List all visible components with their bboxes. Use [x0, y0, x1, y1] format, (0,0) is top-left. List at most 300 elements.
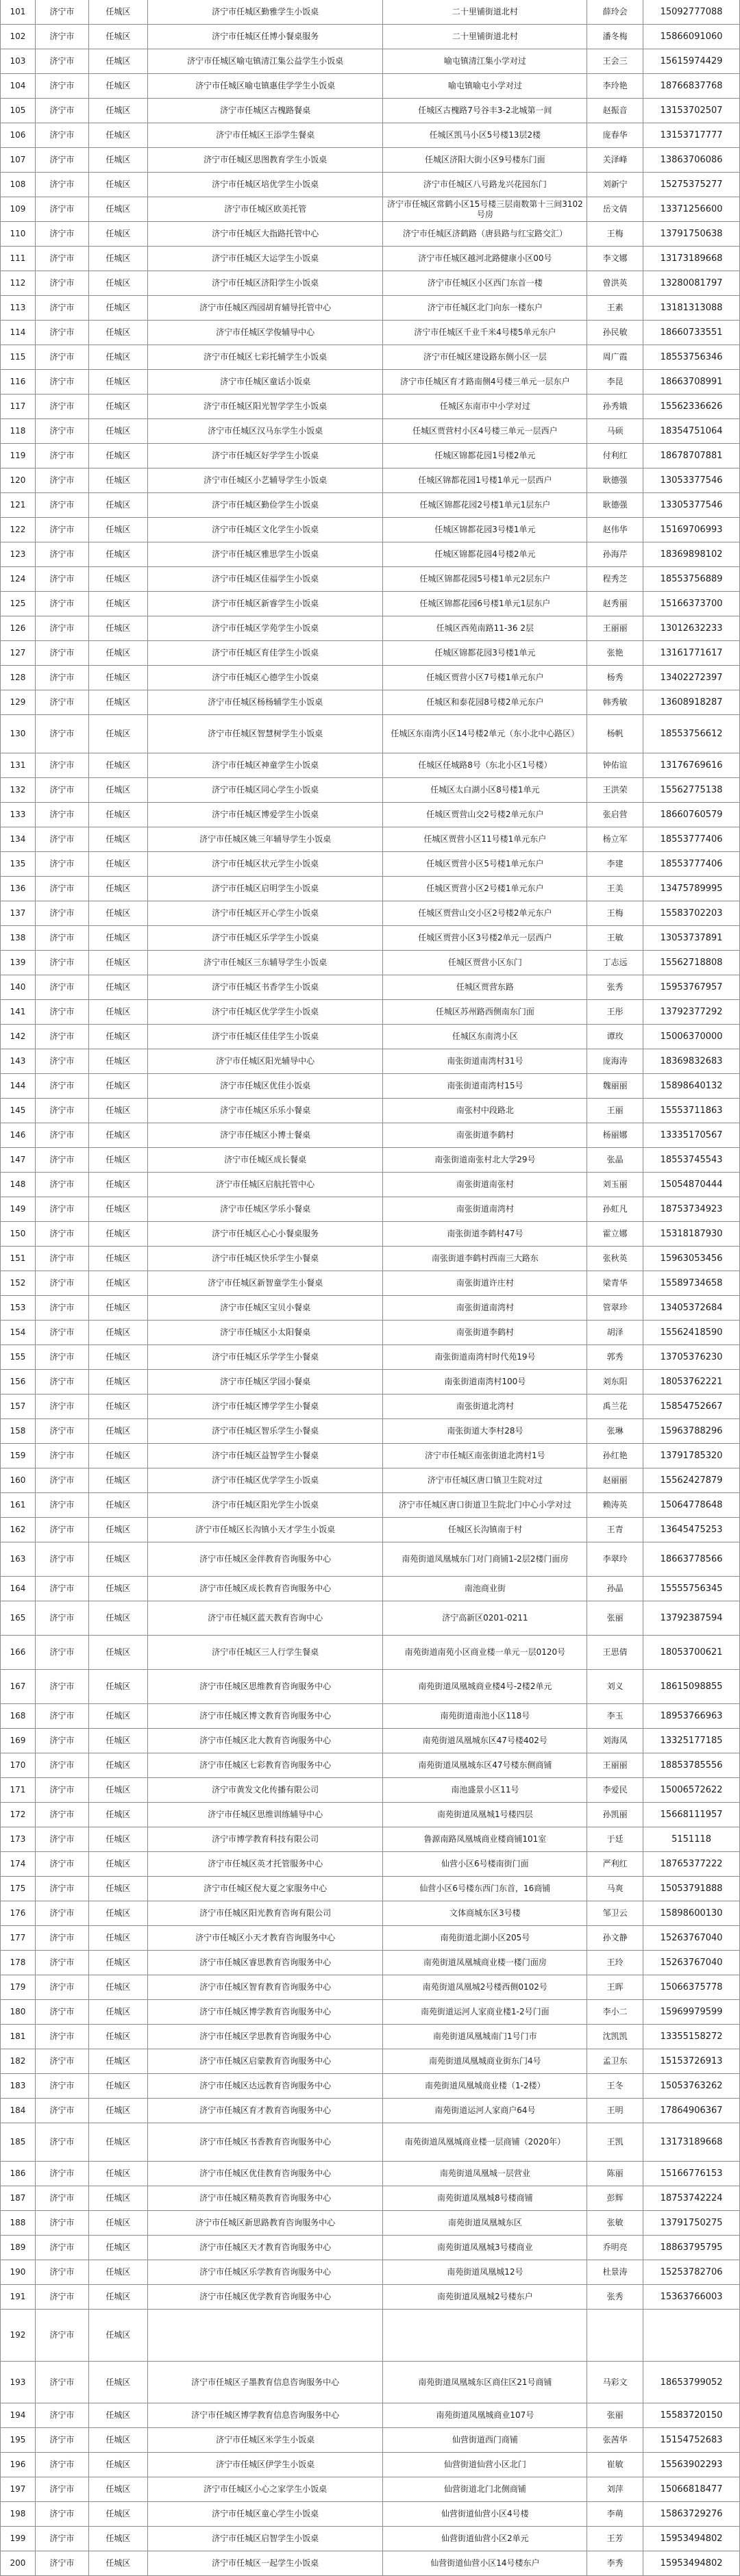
- phone-number: 15053791888: [643, 1877, 740, 1901]
- contact-name: 王梅: [587, 901, 643, 925]
- city-cell: 济宁市: [36, 0, 89, 24]
- row-number: 141: [1, 1000, 36, 1024]
- city-cell: 济宁市: [36, 1778, 89, 1802]
- institution-name: 济宁市任城区天才教育咨询服务中心: [148, 2236, 384, 2260]
- row-number: 184: [1, 2099, 36, 2123]
- row-number: 183: [1, 2074, 36, 2098]
- row-number: 199: [1, 2527, 36, 2551]
- row-number: 136: [1, 877, 36, 901]
- phone-number: 15553711863: [643, 1099, 740, 1123]
- city-cell: 济宁市: [36, 877, 89, 901]
- contact-name: 张秀: [587, 2285, 643, 2309]
- institution-name: 济宁市任城区博学教育信息咨询服务中心: [148, 2403, 384, 2427]
- phone-number: 18660733551: [643, 321, 740, 345]
- table-row: [0, 1321, 740, 1345]
- address-cell: 南苑街道凤凰城东区47号楼东侧商铺: [383, 1753, 587, 1777]
- phone-number: 18863795795: [643, 2236, 740, 2260]
- table-row: [0, 321, 740, 345]
- district-cell: 任城区: [89, 321, 148, 345]
- contact-name: 王会三: [587, 49, 643, 73]
- address-cell: 任城区古槐路7号谷丰3-2北城第一间: [383, 99, 587, 123]
- district-cell: 任城区: [89, 666, 148, 690]
- city-cell: 济宁市: [36, 1542, 89, 1576]
- institution-name: 济宁市任城区博文教育咨询服务中心: [148, 1704, 384, 1728]
- table-row: [0, 1670, 740, 1704]
- city-cell: 济宁市: [36, 616, 89, 640]
- row-number: 124: [1, 567, 36, 591]
- city-cell: 济宁市: [36, 1670, 89, 1703]
- district-cell: 任城区: [89, 2260, 148, 2284]
- institution-name: 济宁市任城区开心学生小饭桌: [148, 901, 384, 925]
- address-cell: 南苑街道运河人家商业楼1-2号门面: [383, 2000, 587, 2024]
- address-cell: 仙营街道西门商铺: [383, 2428, 587, 2452]
- address-cell: 南苑街道凤凰城商业楼（1-2楼）: [383, 2074, 587, 2098]
- table-row: [0, 197, 740, 222]
- district-cell: 任城区: [89, 1148, 148, 1172]
- contact-name: 赵伟华: [587, 518, 643, 542]
- phone-number: 18753742224: [643, 2186, 740, 2210]
- address-cell: 任城区和泰花园8号楼2单元东户: [383, 690, 587, 714]
- address-cell: 任城区贾营村小区4号楼三单元一层西户: [383, 419, 587, 443]
- contact-name: 李小二: [587, 2000, 643, 2024]
- district-cell: 任城区: [89, 2186, 148, 2210]
- table-row: [0, 1951, 740, 1975]
- table-row: [0, 690, 740, 715]
- contact-name: 王明: [587, 2099, 643, 2123]
- institution-name: 济宁市任城区喻屯镇惠佳学学生小饭桌: [148, 74, 384, 98]
- phone-number: 13012632233: [643, 616, 740, 640]
- contact-name: 王丽丽: [587, 616, 643, 640]
- phone-number: 13053377546: [643, 468, 740, 492]
- district-cell: 任城区: [89, 1951, 148, 1975]
- institution-name: 济宁市任城区喻屯镇清江集公益学生小饭桌: [148, 49, 384, 73]
- table-row: [0, 1197, 740, 1222]
- institution-name: 济宁市任城区乐学教育咨询服务中心: [148, 2260, 384, 2284]
- city-cell: 济宁市: [36, 296, 89, 320]
- table-row: [0, 395, 740, 419]
- city-cell: 济宁市: [36, 2453, 89, 2477]
- row-number: 185: [1, 2123, 36, 2161]
- district-cell: 任城区: [89, 148, 148, 172]
- row-number: 150: [1, 1222, 36, 1246]
- institution-name: 济宁市任城区童心学生小饭桌: [148, 2502, 384, 2526]
- institution-name: 济宁市任城区学俊辅导中心: [148, 321, 384, 345]
- contact-name: 孙红艳: [587, 1444, 643, 1468]
- phone-number: 18354751064: [643, 419, 740, 443]
- address-cell: 任城区凯马小区5号楼13层2楼: [383, 123, 587, 147]
- district-cell: 任城区: [89, 2310, 148, 2361]
- address-cell: 任城区锦都花园1号楼2单元: [383, 444, 587, 468]
- contact-name: 李翠玲: [587, 1542, 643, 1576]
- city-cell: 济宁市: [36, 1468, 89, 1492]
- table-row: [0, 2310, 740, 2362]
- table-row: [0, 2403, 740, 2428]
- address-cell: 济宁市任城区常鹤小区15号楼三层南数第十三间3102号房: [383, 197, 587, 221]
- city-cell: 济宁市: [36, 2074, 89, 2098]
- district-cell: 任城区: [89, 2025, 148, 2049]
- address-cell: 南苑街道凤凰城商业楼一层商铺（2020年）: [383, 2123, 587, 2161]
- row-number: 147: [1, 1148, 36, 1172]
- address-cell: 南苑街道运河人家商户64号: [383, 2099, 587, 2123]
- table-row: [0, 1901, 740, 1926]
- city-cell: 济宁市: [36, 74, 89, 98]
- address-cell: 济宁高新区0201-0211: [383, 1601, 587, 1635]
- contact-name: 周广霞: [587, 345, 643, 369]
- address-cell: 任城区贾营小区2号楼1单元东户: [383, 877, 587, 901]
- phone-number: 15166373700: [643, 592, 740, 616]
- contact-name: 孙民敏: [587, 321, 643, 345]
- address-cell: 任城区锦都花园3号楼1单元: [383, 518, 587, 542]
- row-number: 139: [1, 951, 36, 975]
- phone-number: 15054870444: [643, 1173, 740, 1197]
- district-cell: 任城区: [89, 468, 148, 492]
- city-cell: 济宁市: [36, 852, 89, 876]
- institution-name: 济宁市任城区伊学生小饭桌: [148, 2453, 384, 2477]
- district-cell: 任城区: [89, 99, 148, 123]
- table-row: [0, 592, 740, 616]
- address-cell: 南池盛景小区11号: [383, 1778, 587, 1802]
- table-row: [0, 542, 740, 567]
- contact-name: 李玉: [587, 1704, 643, 1728]
- city-cell: 济宁市: [36, 1074, 89, 1098]
- phone-number: 13791750638: [643, 222, 740, 246]
- row-number: 154: [1, 1321, 36, 1345]
- district-cell: 任城区: [89, 1542, 148, 1576]
- district-cell: 任城区: [89, 1444, 148, 1468]
- row-number: 149: [1, 1197, 36, 1221]
- table-row: [0, 567, 740, 592]
- contact-name: 李建: [587, 852, 643, 876]
- contact-name: 王思倩: [587, 1636, 643, 1669]
- address-cell: 任城区太白湖小区8号楼1单元: [383, 778, 587, 802]
- district-cell: 任城区: [89, 1670, 148, 1703]
- row-number: 159: [1, 1444, 36, 1468]
- table-row: [0, 2527, 740, 2551]
- table-row: [0, 1636, 740, 1670]
- contact-name: [587, 2310, 643, 2361]
- district-cell: 任城区: [89, 1271, 148, 1295]
- row-number: 170: [1, 1753, 36, 1777]
- phone-number: 13405372684: [643, 1296, 740, 1320]
- row-number: 197: [1, 2477, 36, 2501]
- city-cell: 济宁市: [36, 975, 89, 999]
- address-cell: 南苑街道凤凰城商业107号: [383, 2403, 587, 2427]
- row-number: 155: [1, 1345, 36, 1369]
- institution-name: 济宁市任城区勤俭学生小饭桌: [148, 493, 384, 517]
- institution-name: 济宁市任城区优学学生小饭桌: [148, 1468, 384, 1492]
- phone-number: 15275375277: [643, 173, 740, 197]
- row-number: 196: [1, 2453, 36, 2477]
- city-cell: 济宁市: [36, 2362, 89, 2403]
- phone-number: 13280081797: [643, 271, 740, 295]
- row-number: 127: [1, 641, 36, 665]
- city-cell: 济宁市: [36, 2049, 89, 2073]
- district-cell: 任城区: [89, 518, 148, 542]
- address-cell: 南张街道南张村: [383, 1173, 587, 1197]
- address-cell: 任城区东南湾小区14号楼2单元（东小北中心路区）: [383, 715, 587, 753]
- institution-name: 济宁市任城区任博小餐桌服务: [148, 25, 384, 49]
- table-row: [0, 1271, 740, 1296]
- city-cell: 济宁市: [36, 1518, 89, 1542]
- row-number: 188: [1, 2211, 36, 2235]
- city-cell: 济宁市: [36, 222, 89, 246]
- city-cell: 济宁市: [36, 2403, 89, 2427]
- district-cell: 任城区: [89, 1778, 148, 1802]
- institution-name: 济宁市任城区优学学生小饭桌: [148, 1000, 384, 1024]
- contact-name: 庞海涛: [587, 1049, 643, 1073]
- institution-name: 济宁市任城区乐学学生小餐桌: [148, 1345, 384, 1369]
- institution-name: 济宁市任城区宝贝小餐桌: [148, 1296, 384, 1320]
- contact-name: 王素: [587, 296, 643, 320]
- institution-name: 济宁市任城区启智学生小饭桌: [148, 2527, 384, 2551]
- contact-name: 薛玲会: [587, 0, 643, 24]
- city-cell: 济宁市: [36, 778, 89, 802]
- table-row: [0, 666, 740, 690]
- address-cell: 文体商城东区3号楼: [383, 1901, 587, 1925]
- city-cell: 济宁市: [36, 49, 89, 73]
- city-cell: 济宁市: [36, 666, 89, 690]
- row-number: 180: [1, 2000, 36, 2024]
- table-row: [0, 49, 740, 74]
- address-cell: 南苑街道凤凰城1号楼四层: [383, 1803, 587, 1827]
- table-row: [0, 1345, 740, 1370]
- contact-name: 刘萍: [587, 2477, 643, 2501]
- address-cell: 任城区锦都花园3号楼1单元: [383, 641, 587, 665]
- row-number: 108: [1, 173, 36, 197]
- district-cell: 任城区: [89, 1296, 148, 1320]
- district-cell: 任城区: [89, 49, 148, 73]
- table-row: [0, 1148, 740, 1173]
- phone-number: 15953494802: [643, 2527, 740, 2551]
- contact-name: 张丽: [587, 1601, 643, 1635]
- phone-number: 15589734658: [643, 1271, 740, 1295]
- address-cell: 南张街道南张村北大学29号: [383, 1148, 587, 1172]
- institution-name: 济宁市任城区蓝天教育咨询中心: [148, 1601, 384, 1635]
- phone-number: 15166776153: [643, 2162, 740, 2186]
- address-cell: 仙营街道仙营小区4号楼: [383, 2502, 587, 2526]
- address-cell: 任城区东南市中小学对过: [383, 395, 587, 418]
- row-number: 178: [1, 1951, 36, 1975]
- district-cell: 任城区: [89, 0, 148, 24]
- city-cell: 济宁市: [36, 2527, 89, 2551]
- district-cell: 任城区: [89, 370, 148, 394]
- table-row: [0, 1577, 740, 1601]
- row-number: 192: [1, 2310, 36, 2361]
- city-cell: 济宁市: [36, 1975, 89, 1999]
- district-cell: 任城区: [89, 2285, 148, 2309]
- table-row: [0, 1444, 740, 1468]
- address-cell: 南苑街道凤凰城12号: [383, 2260, 587, 2284]
- contact-name: 王青: [587, 1518, 643, 1542]
- contact-name: 李玲艳: [587, 74, 643, 98]
- phone-number: 13153717777: [643, 123, 740, 147]
- phone-number: 18615098855: [643, 1670, 740, 1703]
- institution-name: 济宁市博学教育科技有限公司: [148, 1827, 384, 1851]
- city-cell: 济宁市: [36, 1025, 89, 1049]
- institution-name: 济宁市任城区大指路托管中心: [148, 222, 384, 246]
- contact-name: 刘新宁: [587, 173, 643, 197]
- city-cell: 济宁市: [36, 803, 89, 827]
- phone-number: 15263767040: [643, 1951, 740, 1975]
- phone-number: 15953767957: [643, 975, 740, 999]
- city-cell: 济宁市: [36, 2000, 89, 2024]
- row-number: 105: [1, 99, 36, 123]
- city-cell: 济宁市: [36, 753, 89, 777]
- table-row: [0, 753, 740, 778]
- phone-number: 13173189668: [643, 247, 740, 271]
- row-number: 114: [1, 321, 36, 345]
- phone-number: 18663708991: [643, 370, 740, 394]
- district-cell: 任城区: [89, 1852, 148, 1876]
- district-cell: 任城区: [89, 641, 148, 665]
- institution-name: 济宁市任城区杨杨辅学生小饭桌: [148, 690, 384, 714]
- contact-name: 岳文倩: [587, 197, 643, 221]
- institution-name: 济宁市任城区文化学生小饭桌: [148, 518, 384, 542]
- table-row: [0, 370, 740, 395]
- city-cell: 济宁市: [36, 1000, 89, 1024]
- table-row: [0, 1370, 740, 1395]
- institution-name: 济宁市任城区米学生小饭桌: [148, 2428, 384, 2452]
- row-number: 165: [1, 1601, 36, 1635]
- phone-number: 15668111957: [643, 1803, 740, 1827]
- institution-name: 济宁市任城区状元学生小饭桌: [148, 852, 384, 876]
- row-number: 116: [1, 370, 36, 394]
- institution-name: 济宁市任城区王添学生餐桌: [148, 123, 384, 147]
- table-row: [0, 247, 740, 271]
- row-number: 130: [1, 715, 36, 753]
- phone-number: 13705376230: [643, 1345, 740, 1369]
- institution-name: 济宁市任城区新智童学生小餐桌: [148, 1271, 384, 1295]
- phone-number: 13161771617: [643, 641, 740, 665]
- district-cell: 任城区: [89, 877, 148, 901]
- city-cell: 济宁市: [36, 2502, 89, 2526]
- table-row: [0, 222, 740, 247]
- contact-name: 马彩文: [587, 2362, 643, 2403]
- address-cell: 南张街道南湾村100号: [383, 1370, 587, 1394]
- city-cell: 济宁市: [36, 1321, 89, 1345]
- table-row: [0, 2362, 740, 2403]
- address-cell: 南张街道李鹤村: [383, 1123, 587, 1147]
- institution-name: 济宁市任城区博爱学生小饭桌: [148, 803, 384, 827]
- institution-name: 济宁市任城区好学学生小饭桌: [148, 444, 384, 468]
- institution-name: 济宁市任城区育佳学生小饭桌: [148, 641, 384, 665]
- address-cell: 任城区贾营山交小区2号楼2单元东户: [383, 901, 587, 925]
- institution-name: 济宁市任城区阳光教育咨询有限公司: [148, 1901, 384, 1925]
- institution-name: 济宁市任城区育才教育咨询服务中心: [148, 2099, 384, 2123]
- contact-name: 耿德强: [587, 468, 643, 492]
- city-cell: 济宁市: [36, 1729, 89, 1753]
- city-cell: 济宁市: [36, 468, 89, 492]
- district-cell: 任城区: [89, 1000, 148, 1024]
- institution-name: 济宁市任城区精英教育咨询服务中心: [148, 2186, 384, 2210]
- row-number: 198: [1, 2502, 36, 2526]
- contact-name: 严利红: [587, 1852, 643, 1876]
- contact-name: 刘海凤: [587, 1729, 643, 1753]
- contact-name: 王凯: [587, 2123, 643, 2161]
- contact-name: 刘义: [587, 1670, 643, 1703]
- row-number: 169: [1, 1729, 36, 1753]
- row-number: 132: [1, 778, 36, 802]
- address-cell: 南苑街道凤凰城8号楼商铺: [383, 2186, 587, 2210]
- city-cell: 济宁市: [36, 2310, 89, 2361]
- city-cell: 济宁市: [36, 2477, 89, 2501]
- city-cell: 济宁市: [36, 951, 89, 975]
- phone-number: 15583720150: [643, 2403, 740, 2427]
- city-cell: 济宁市: [36, 1370, 89, 1394]
- city-cell: 济宁市: [36, 1148, 89, 1172]
- phone-number: 18953766963: [643, 1704, 740, 1728]
- institution-name: 济宁市任城区姚三年辅导学生小饭桌: [148, 827, 384, 851]
- city-cell: 济宁市: [36, 2211, 89, 2235]
- row-number: 156: [1, 1370, 36, 1394]
- address-cell: 二十里铺街道北村: [383, 25, 587, 49]
- address-cell: 任城区锦都花园2号楼1单元1层东户: [383, 493, 587, 517]
- row-number: 189: [1, 2236, 36, 2260]
- table-row: [0, 1704, 740, 1729]
- row-number: 109: [1, 197, 36, 221]
- table-row: [0, 2162, 740, 2186]
- contact-name: 关泽峰: [587, 148, 643, 172]
- institution-name: [148, 2310, 384, 2361]
- row-number: 148: [1, 1173, 36, 1197]
- row-number: 113: [1, 296, 36, 320]
- phone-number: 13645475253: [643, 1518, 740, 1542]
- institution-name: 济宁市任城区阳光辅导中心: [148, 1049, 384, 1073]
- city-cell: 济宁市: [36, 25, 89, 49]
- contact-name: 王敏: [587, 926, 643, 950]
- address-cell: 任城区东南湾小区: [383, 1025, 587, 1049]
- contact-name: 陈丽: [587, 2162, 643, 2186]
- phone-number: 15583702203: [643, 901, 740, 925]
- phone-number: 18553777406: [643, 852, 740, 876]
- table-row: [0, 2123, 740, 2162]
- address-cell: 南池商业街: [383, 1577, 587, 1601]
- district-cell: 任城区: [89, 444, 148, 468]
- institution-name: 济宁市任城区金伴教育咨询服务中心: [148, 1542, 384, 1576]
- table-row: [0, 778, 740, 803]
- city-cell: 济宁市: [36, 148, 89, 172]
- phone-number: 18369898102: [643, 542, 740, 566]
- city-cell: 济宁市: [36, 2551, 89, 2575]
- address-cell: 济宁市任城区小区西门东首一楼: [383, 271, 587, 295]
- institution-name: 济宁市任城区勤雅学生小饭桌: [148, 0, 384, 24]
- contact-name: 赵振音: [587, 99, 643, 123]
- contact-name: 韩秀敏: [587, 690, 643, 714]
- address-cell: 南张街道许庄村: [383, 1271, 587, 1295]
- table-row: [0, 123, 740, 148]
- city-cell: 济宁市: [36, 321, 89, 345]
- table-row: [0, 1099, 740, 1123]
- institution-name: 济宁市任城区心心小餐桌服务: [148, 1222, 384, 1246]
- table-row: [0, 715, 740, 753]
- row-number: 126: [1, 616, 36, 640]
- address-cell: 南张街道大李村28号: [383, 1419, 587, 1443]
- district-cell: 任城区: [89, 1577, 148, 1601]
- row-number: 104: [1, 74, 36, 98]
- table-row: [0, 1542, 740, 1577]
- phone-number: 15562418590: [643, 1321, 740, 1345]
- contact-name: 马爽: [587, 1877, 643, 1901]
- institution-name: 济宁市任城区汉马东学生小饭桌: [148, 419, 384, 443]
- contact-name: 孟卫东: [587, 2049, 643, 2073]
- city-cell: 济宁市: [36, 2236, 89, 2260]
- address-cell: 南苑街道凤凰城东门对门商铺1-2层2楼门面房: [383, 1542, 587, 1576]
- contact-name: 马硕: [587, 419, 643, 443]
- contact-name: 杨帆: [587, 715, 643, 753]
- phone-number: 15169706993: [643, 518, 740, 542]
- row-number: 166: [1, 1636, 36, 1669]
- contact-name: 李萌: [587, 2502, 643, 2526]
